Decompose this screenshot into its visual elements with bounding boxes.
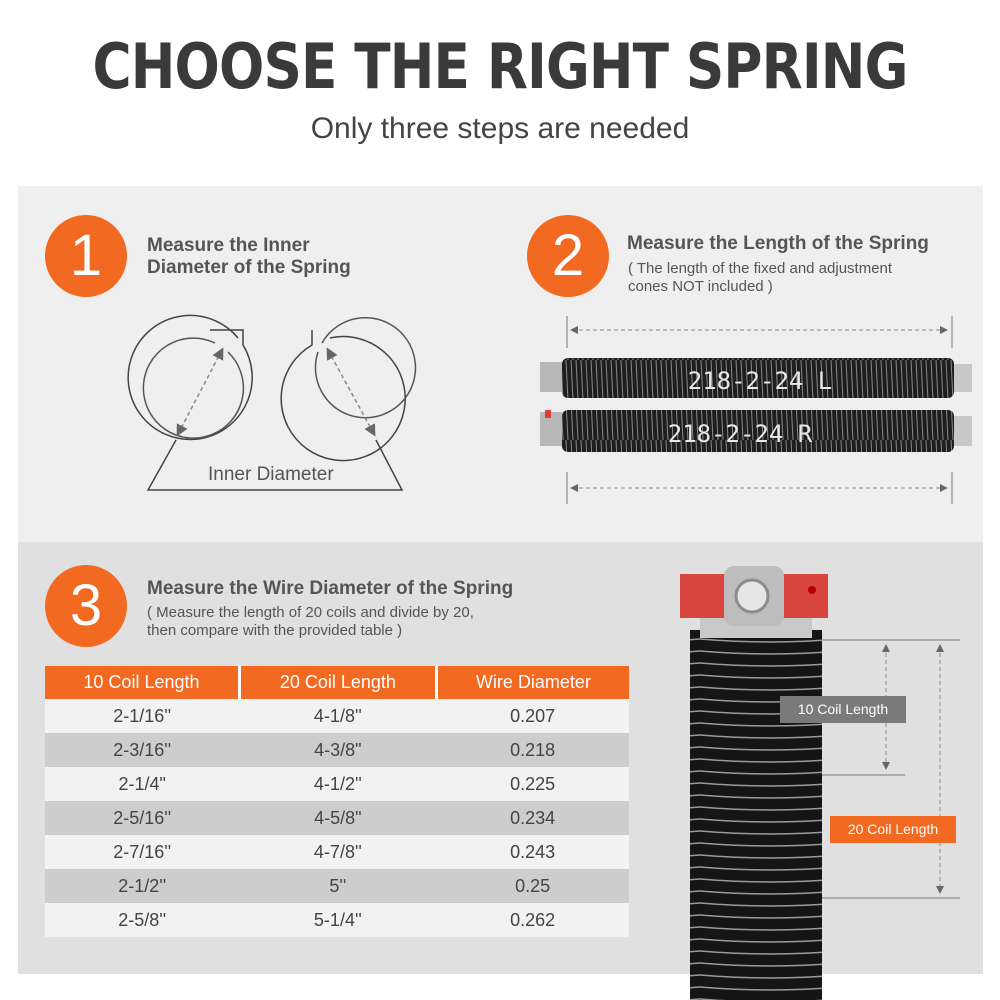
spring-right-label: 218-2-24 R	[667, 420, 813, 448]
step-3-note-line1: ( Measure the length of 20 coils and divide by 20,	[147, 604, 474, 621]
table-row	[45, 767, 629, 801]
table-row	[45, 699, 629, 733]
cell-10-coil: 2-5/16''	[45, 801, 239, 835]
cell-20-coil: 5-1/4''	[239, 903, 436, 937]
cell-10-coil: 2-7/16''	[45, 835, 239, 869]
cell-10-coil: 2-5/8''	[45, 903, 239, 937]
header-wire-diameter: Wire Diameter	[436, 666, 629, 699]
step-2-badge: 2	[527, 215, 609, 297]
vertical-spring-diagram	[680, 566, 960, 1000]
step-1-title-line2: Diameter of the Spring	[147, 257, 351, 278]
header-20-coil: 20 Coil Length	[239, 666, 436, 699]
cell-10-coil: 2-1/2''	[45, 869, 239, 903]
page-subtitle: Only three steps are needed	[310, 112, 690, 145]
page-title: CHOOSE THE RIGHT SPRING	[92, 30, 908, 103]
cell-10-coil: 2-3/16''	[45, 733, 239, 767]
table-header-row	[45, 666, 629, 699]
table-row	[45, 835, 629, 869]
step-2-title: Measure the Length of the Spring	[627, 233, 929, 254]
table-row	[45, 733, 629, 767]
step-3-badge: 3	[45, 565, 127, 647]
cell-wire-diameter: 0.218	[436, 733, 629, 767]
cell-20-coil: 4-5/8"	[239, 801, 436, 835]
cell-wire-diameter: 0.225	[436, 767, 629, 801]
cell-wire-diameter: 0.262	[436, 903, 629, 937]
cell-wire-diameter: 0.207	[436, 699, 629, 733]
cell-wire-diameter: 0.243	[436, 835, 629, 869]
step-3-note-line2: then compare with the provided table )	[147, 622, 403, 639]
step-3-title: Measure the Wire Diameter of the Spring	[147, 578, 514, 599]
spring-length-diagram	[540, 316, 972, 504]
step-1-badge: 1	[45, 215, 127, 297]
cell-20-coil: 5''	[239, 869, 436, 903]
step-2-note-line1: ( The length of the fixed and adjustment	[628, 260, 893, 277]
cell-20-coil: 4-3/8"	[239, 733, 436, 767]
cell-wire-diameter: 0.234	[436, 801, 629, 835]
coil10-callout: 10 Coil Length	[780, 696, 906, 723]
step-2-note-line2: cones NOT included )	[628, 278, 773, 295]
coil20-callout: 20 Coil Length	[830, 816, 956, 843]
inner-diameter-label: Inner Diameter	[208, 464, 334, 485]
step-1-title-line1: Measure the Inner	[147, 235, 310, 256]
table-row	[45, 903, 629, 937]
table-row	[45, 801, 629, 835]
cell-20-coil: 4-7/8''	[239, 835, 436, 869]
cell-10-coil: 2-1/4"	[45, 767, 239, 801]
spring-left-label: 218-2-24 L	[687, 367, 833, 395]
cell-10-coil: 2-1/16''	[45, 699, 239, 733]
cell-20-coil: 4-1/8''	[239, 699, 436, 733]
table-row	[45, 869, 629, 903]
cell-wire-diameter: 0.25	[436, 869, 629, 903]
cell-20-coil: 4-1/2''	[239, 767, 436, 801]
wire-diameter-table	[45, 666, 629, 937]
header-10-coil: 10 Coil Length	[45, 666, 239, 699]
